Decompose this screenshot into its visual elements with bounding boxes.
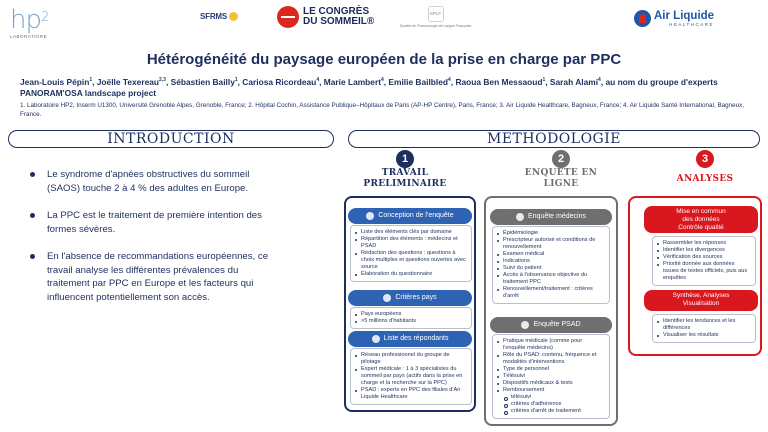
card-item: Épidémiologie bbox=[497, 230, 605, 237]
card-item: Liste des éléments clés par domaine bbox=[355, 229, 467, 236]
intro-bullet: En l'absence de recommandations européennes, ce travail analyse les différentes prévalences du traitement par PPC en Europe et les facteurs qui influencent potentiellement son accès. bbox=[30, 250, 275, 304]
criteres-pays-label: Critères pays bbox=[395, 294, 437, 301]
step-1-title-line1: TRAVAIL bbox=[381, 168, 429, 178]
conception-enquete-card bbox=[350, 225, 472, 282]
card-item: Prescripteur autorisé et conditions de renouvellement bbox=[497, 237, 605, 251]
card-item: Télésuivi bbox=[497, 373, 605, 380]
author-affiliation-number: 1 bbox=[234, 77, 238, 83]
author-affiliation-number: 1 bbox=[542, 77, 546, 83]
author-affiliation-number: 4 bbox=[598, 77, 601, 83]
doctor-icon bbox=[516, 213, 524, 221]
card-item: Rassembler les réponses bbox=[657, 240, 751, 247]
mise-en-commun-line2: des données bbox=[682, 216, 720, 223]
synthese-pill bbox=[644, 290, 758, 311]
card-item: Renouvellement/traitement : critères d'arrêt bbox=[497, 286, 605, 300]
card-item: Pratique médicale (comme pour l'enquête médecins) bbox=[497, 338, 605, 352]
intro-bullet: Le syndrome d'apnées obstructives du sommeil (SAOS) touche 2 à 4 % des adultes en Europe. bbox=[30, 168, 275, 195]
congres-line1: LE CONGRÈS bbox=[303, 6, 370, 17]
hp2-logo-sub: LABORATOIRE bbox=[10, 34, 48, 39]
liste-repondants-card bbox=[350, 348, 472, 405]
mise-en-commun-card bbox=[652, 236, 756, 286]
step-2-number: 2 bbox=[552, 150, 570, 168]
criteres-pays-pill bbox=[348, 290, 472, 306]
author-affiliation-number: 4 bbox=[381, 77, 384, 83]
congres-line2: DU SOMMEIL® bbox=[303, 16, 375, 27]
splf-logo-caption: Société de Pneumologie de Langue Française bbox=[399, 24, 472, 28]
author-list bbox=[20, 75, 755, 99]
author-suffix: , au nom du groupe d'experts PANORAM'OSA landscape project bbox=[20, 76, 718, 98]
author-name: , Raoua Ben Messaoud$^1$ bbox=[450, 76, 546, 87]
card-item: Identifier les divergences bbox=[657, 247, 751, 254]
people-icon bbox=[372, 335, 380, 343]
author-affiliation-number: 4 bbox=[316, 77, 320, 83]
author-name: , Sarah Alami$^4$ bbox=[545, 76, 601, 87]
author-name: , Marie Lambert$^4$ bbox=[319, 76, 384, 87]
card-subitem: critères d'arrêt de traitement bbox=[497, 408, 605, 415]
step-2-title-line1: ENQUÊTE EN bbox=[524, 168, 598, 178]
air-liquide-icon bbox=[634, 10, 651, 27]
sfrms-logo-text: SFRMS bbox=[200, 12, 228, 21]
card-item: Priorité donnée aux données issues de textes officiels, puis aux enquêtes bbox=[657, 261, 751, 282]
document-icon bbox=[366, 212, 374, 220]
card-item: Remboursement bbox=[497, 387, 605, 394]
step-3-number: 3 bbox=[696, 150, 714, 168]
splf-logo-box: SPLF bbox=[428, 6, 444, 22]
author-names bbox=[20, 77, 601, 87]
card-item: Vérification des sources bbox=[657, 254, 751, 261]
card-item: >5 millions d'habitants bbox=[355, 318, 467, 325]
mise-en-commun-line3: Contrôle qualité bbox=[678, 224, 724, 231]
card-item: Identifier les tendances et les différences bbox=[657, 318, 751, 332]
step-1-title bbox=[352, 168, 458, 190]
author-name: , Cariosa Ricordeau$^4$ bbox=[237, 76, 320, 87]
author-affiliation-number: 2,3 bbox=[159, 77, 166, 83]
step-1-number: 1 bbox=[396, 150, 414, 168]
enquete-psad-card bbox=[492, 334, 610, 419]
hp2-logo-text: hp bbox=[10, 5, 41, 35]
liste-repondants-pill bbox=[348, 331, 472, 347]
card-item: Expert médicale : 1 à 3 spécialistes du sommeil par pays (actifs dans la prise en charge et la recherche sur la PPC) bbox=[355, 366, 467, 387]
enquete-medecins-label: Enquête médecins bbox=[528, 213, 586, 220]
sfrms-dots-icon bbox=[229, 12, 238, 21]
air-liquide-name: Air Liquide bbox=[654, 9, 715, 22]
author-name: , Joëlle Texereau$^{2,3}$ bbox=[92, 76, 166, 87]
card-item: Visualiser les résultats bbox=[657, 332, 751, 339]
card-item: Indications bbox=[497, 258, 605, 265]
card-item: Suivi du patient bbox=[497, 265, 605, 272]
author-affiliation-number: 4 bbox=[448, 77, 451, 83]
sfrms-logo bbox=[200, 12, 238, 21]
intro-bullet: La PPC est le traitement de première intention des formes sévères. bbox=[30, 209, 275, 236]
card-item: Réseau professionnel du groupe de pilotage bbox=[355, 352, 467, 366]
enquete-psad-pill bbox=[490, 317, 612, 333]
poster-title: Hétérogénéité du paysage européen de la prise en charge par PPC bbox=[146, 51, 622, 68]
mise-en-commun-line1: Mise en commun bbox=[676, 208, 726, 215]
conception-enquete-label: Conception de l'enquête bbox=[378, 212, 454, 219]
card-item: Accès à l'observance objective du traitement PPC bbox=[497, 272, 605, 286]
globe-icon bbox=[383, 294, 391, 302]
introduction-heading: INTRODUCTION bbox=[8, 130, 334, 148]
author-name: , Sébastien Bailly$^1$ bbox=[165, 76, 238, 87]
author-name: Jean-Louis Pépin$^1$ bbox=[20, 76, 93, 87]
congres-sommeil-logo bbox=[277, 6, 374, 28]
card-subitem: critères d'adhérence bbox=[497, 401, 605, 408]
step-3-title: ANALYSES bbox=[676, 174, 734, 184]
enquete-psad-label: Enquête PSAD bbox=[533, 321, 581, 328]
step-2-title bbox=[505, 168, 617, 190]
air-liquide-sub: HEALTHCARE bbox=[669, 21, 715, 27]
card-item: Répartition des éléments : médecins et PSAD bbox=[355, 236, 467, 250]
congres-heartbeat-icon bbox=[277, 6, 299, 28]
device-icon bbox=[521, 321, 529, 329]
card-subitem: télésuivi bbox=[497, 394, 605, 401]
enquete-medecins-card bbox=[492, 226, 610, 304]
conception-enquete-pill bbox=[348, 208, 472, 224]
criteres-pays-card bbox=[350, 307, 472, 329]
card-item: Rôle du PSAD: contenu, fréquence et modalités d'interventions bbox=[497, 352, 605, 366]
enquete-medecins-pill bbox=[490, 209, 612, 225]
card-item: Pays européens bbox=[355, 311, 467, 318]
affiliations: 1. Laboratoire HP2, Inserm U1300, Université Grenoble Alpes, Grenoble, France; 2. Hôpital Cochin, Assistance Publique–Hôpitaux de Paris (AP-HP Centre), Paris, France; 3. Air Liquide Healthcare, Bagneux, France; 4. Air Liquide Santé International, Bagneux, France. bbox=[20, 102, 745, 118]
card-item: Dispositifs médicaux & tests bbox=[497, 380, 605, 387]
card-item: Élaboration du questionnaire bbox=[355, 271, 467, 278]
hp2-logo bbox=[10, 6, 60, 46]
step-1-title-line2: PRELIMINAIRE bbox=[363, 179, 447, 189]
card-item: PSAD : experts en PPC des filiales d'Air Liquide Healthcare bbox=[355, 387, 467, 401]
synthese-line2: Visualisation bbox=[682, 300, 720, 307]
air-liquide-logo bbox=[634, 10, 714, 27]
methodologie-heading: METHODOLOGIE bbox=[348, 130, 760, 148]
liste-repondants-label: Liste des répondants bbox=[383, 335, 449, 342]
step-2-title-line2: LIGNE bbox=[543, 179, 579, 189]
synthese-card bbox=[652, 314, 756, 343]
introduction-bullets bbox=[30, 168, 275, 318]
splf-logo bbox=[398, 6, 473, 28]
hp2-logo-sup: 2 bbox=[40, 10, 49, 25]
author-affiliation-number: 1 bbox=[89, 77, 93, 83]
author-name: , Emilie Bailbled$^4$ bbox=[383, 76, 451, 87]
synthese-line1: Synthèse, Analyses bbox=[672, 292, 730, 299]
card-item: Examen médical bbox=[497, 251, 605, 258]
mise-en-commun-pill bbox=[644, 206, 758, 233]
card-item: Rédaction des questions : questions à choix multiples et questions ouvertes avec source bbox=[355, 250, 467, 271]
card-item: Type de personnel bbox=[497, 366, 605, 373]
